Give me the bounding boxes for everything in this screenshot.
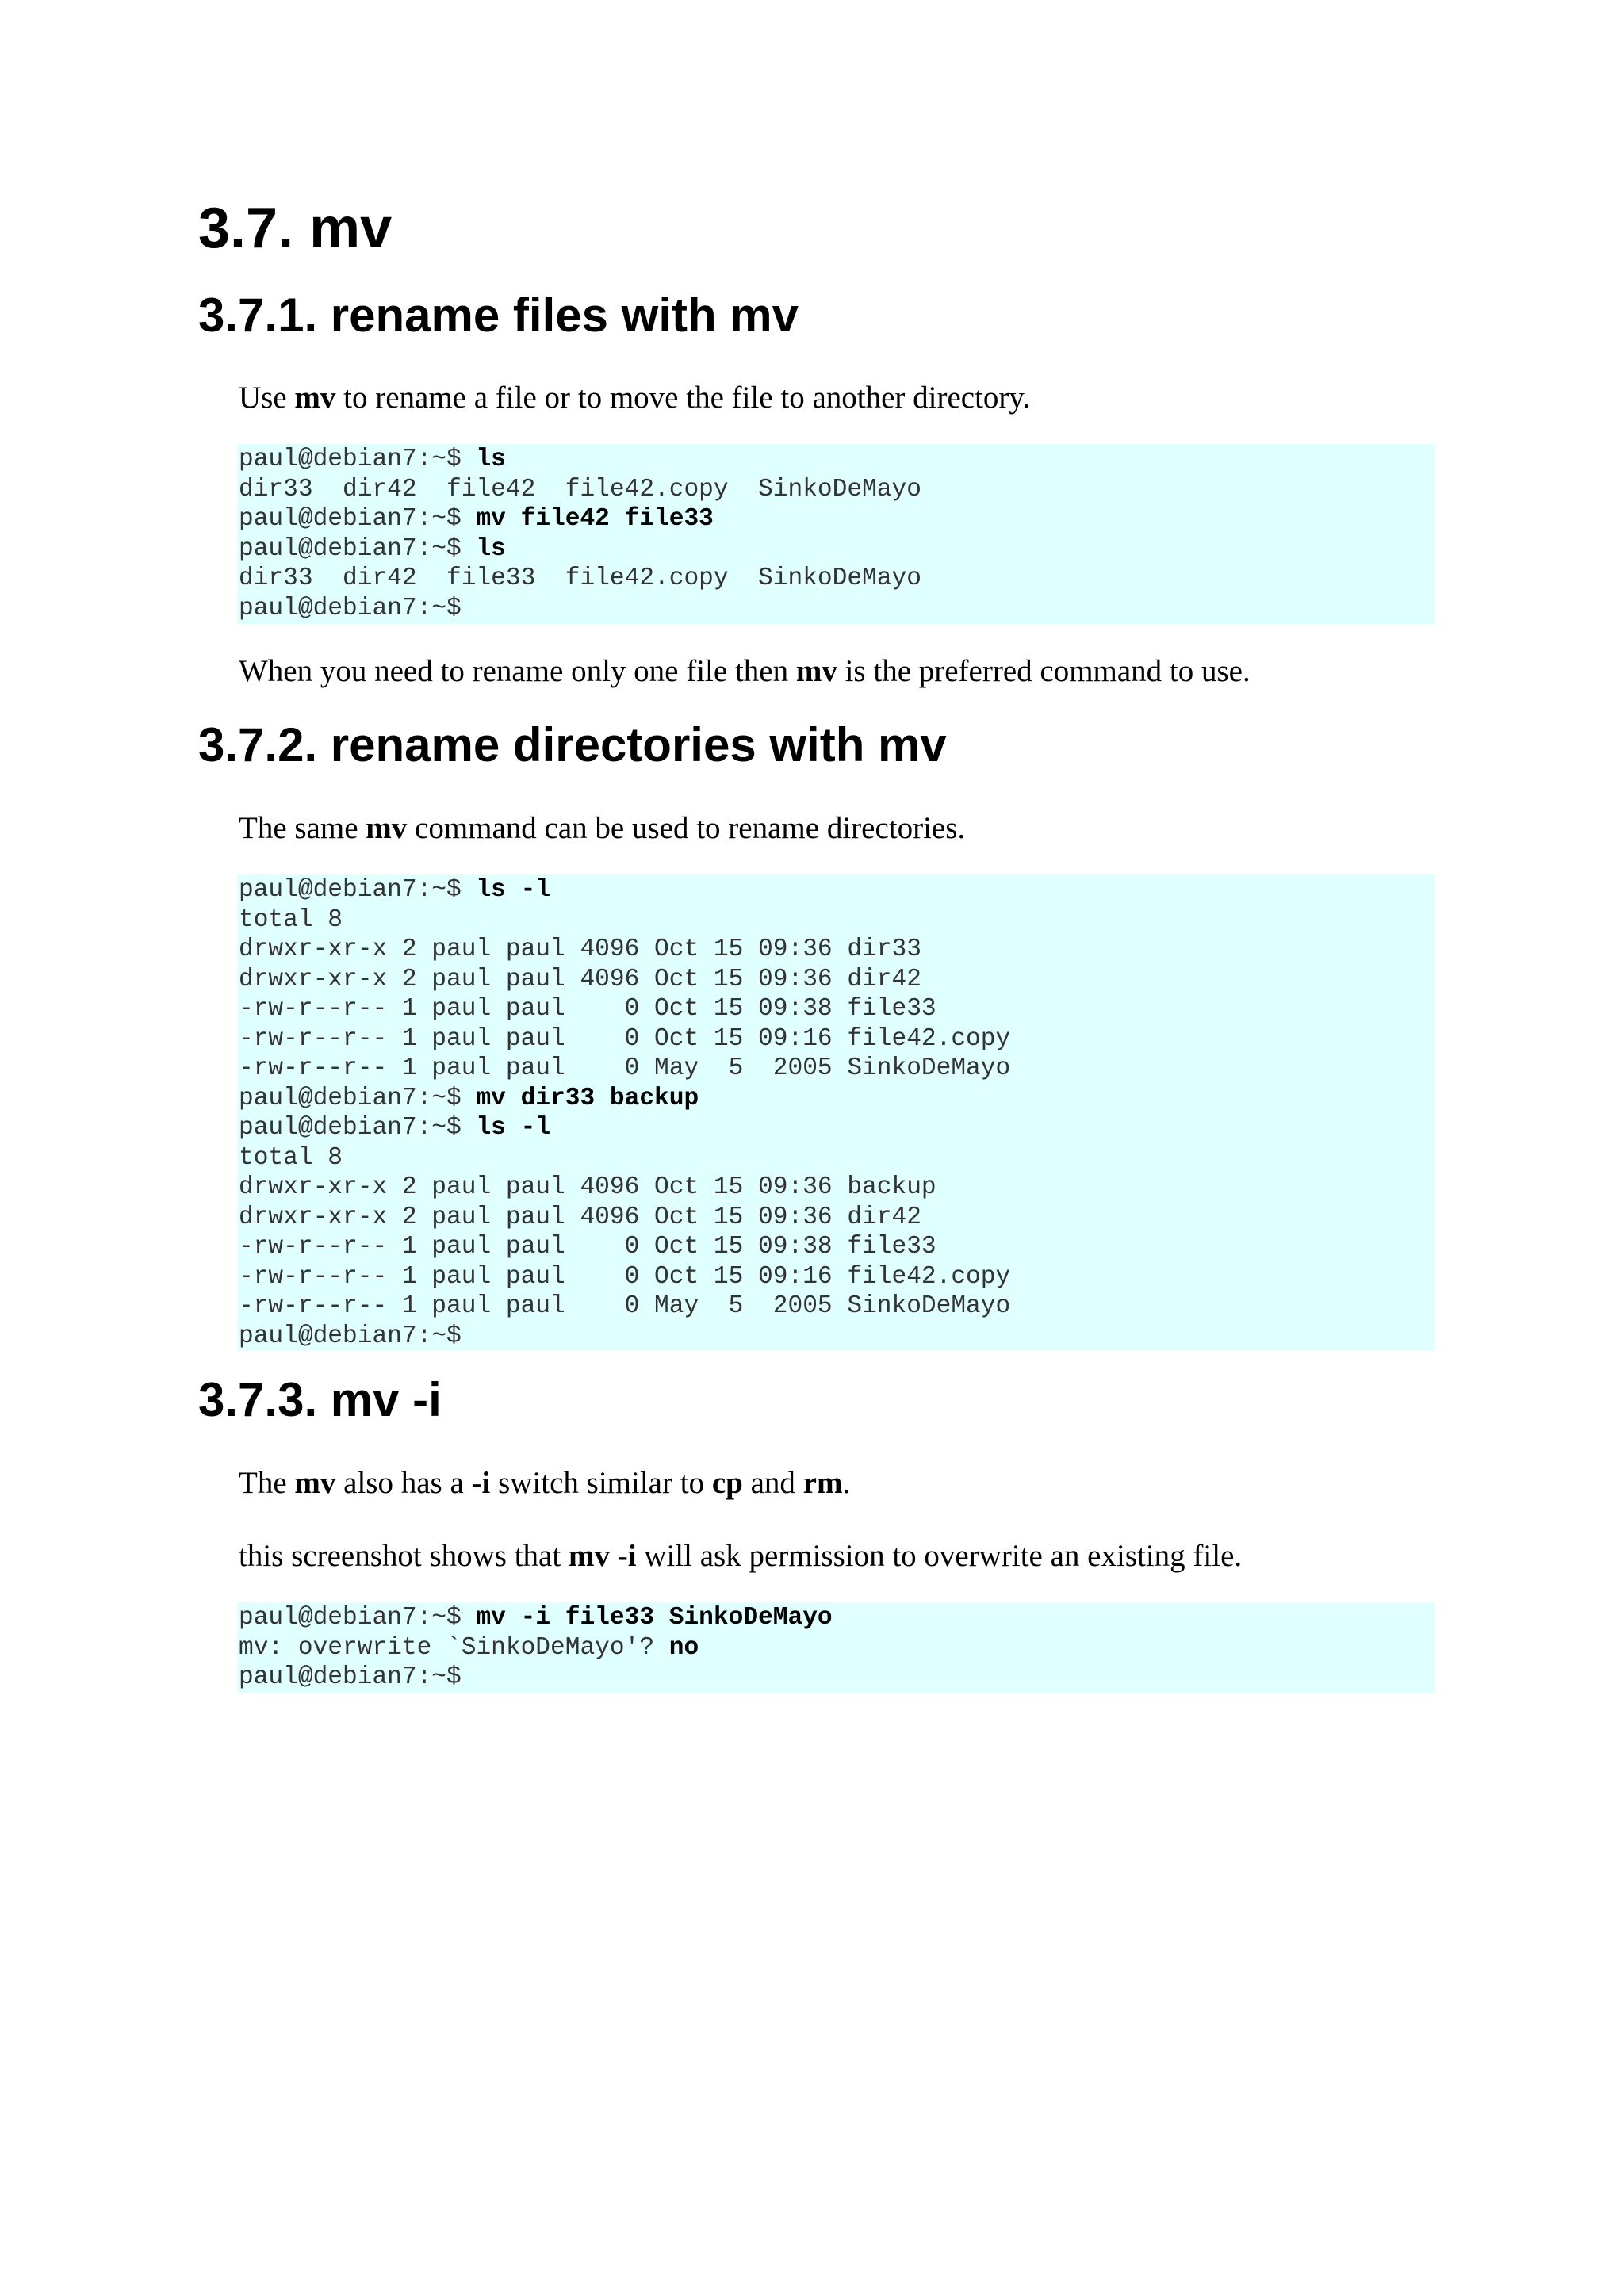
terminal-prompt: paul@debian7:~$ (239, 1663, 462, 1691)
terminal-command: mv dir33 backup (476, 1084, 699, 1112)
subsection-title-rename-files: 3.7.1. rename files with mv (198, 289, 799, 342)
terminal-line (239, 1113, 1435, 1143)
subsection-title-rename-directories: 3.7.2. rename directories with mv (198, 718, 947, 771)
terminal-prompt: paul@debian7:~$ (239, 1084, 477, 1112)
terminal-line (239, 504, 1435, 534)
terminal-line (239, 1663, 1435, 1693)
terminal-prompt: paul@debian7:~$ (239, 1114, 477, 1142)
terminal-line (239, 1143, 1435, 1173)
terminal-output: total 8 (239, 905, 343, 934)
terminal-line (239, 1232, 1435, 1262)
terminal-output: -rw-r--r-- 1 paul paul 0 May 5 2005 SinkoDeMayo (239, 1292, 1011, 1320)
terminal-block-mv-i (237, 1602, 1435, 1693)
terminal-block-rename-files (237, 444, 1435, 624)
terminal-line (239, 564, 1435, 594)
paragraph-mv-i-screenshot: this screenshot shows that mv -i will ask permission to overwrite an existing file. (239, 1539, 1243, 1573)
terminal-output: -rw-r--r-- 1 paul paul 0 Oct 15 09:38 file33 (239, 995, 936, 1023)
terminal-line (239, 1633, 1435, 1663)
paragraph-mv-i-switch: The mv also has a -i switch similar to cp and rm. (239, 1466, 851, 1500)
terminal-prompt: paul@debian7:~$ (239, 505, 477, 533)
terminal-command: ls -l (476, 1114, 551, 1142)
terminal-line (239, 994, 1435, 1024)
terminal-line (239, 875, 1435, 905)
terminal-line (239, 1203, 1435, 1233)
terminal-command: mv file42 file33 (476, 505, 714, 533)
terminal-output: dir33 dir42 file33 file42.copy SinkoDeMayo (239, 564, 921, 592)
terminal-line (239, 594, 1435, 624)
terminal-line (239, 965, 1435, 995)
terminal-output: drwxr-xr-x 2 paul paul 4096 Oct 15 09:36 dir33 (239, 936, 921, 963)
terminal-prompt: paul@debian7:~$ (239, 446, 477, 473)
paragraph-rename-files-outro: When you need to rename only one file then mv is the preferred command to use. (239, 654, 1251, 688)
section-title: 3.7. mv (198, 197, 393, 260)
paragraph-rename-files-intro: Use mv to rename a file or to move the file to another directory. (239, 381, 1031, 415)
terminal-output: -rw-r--r-- 1 paul paul 0 Oct 15 09:38 file33 (239, 1233, 936, 1261)
terminal-line (239, 1173, 1435, 1203)
terminal-prompt: paul@debian7:~$ (239, 1322, 462, 1350)
terminal-output: drwxr-xr-x 2 paul paul 4096 Oct 15 09:36 dir42 (239, 965, 921, 993)
terminal-line (239, 935, 1435, 965)
terminal-command: ls -l (476, 876, 551, 904)
terminal-prompt: paul@debian7:~$ (239, 534, 477, 563)
terminal-output: drwxr-xr-x 2 paul paul 4096 Oct 15 09:36 backup (239, 1173, 936, 1201)
terminal-line (239, 1054, 1435, 1084)
terminal-output: mv: overwrite `SinkoDeMayo'? (239, 1633, 669, 1662)
terminal-command: ls (476, 446, 506, 473)
terminal-line (239, 534, 1435, 564)
terminal-output: -rw-r--r-- 1 paul paul 0 Oct 15 09:16 file42.copy (239, 1024, 1011, 1053)
terminal-line (239, 445, 1435, 475)
terminal-line (239, 1024, 1435, 1054)
terminal-line (239, 905, 1435, 936)
subsection-title-mv-i: 3.7.3. mv -i (198, 1373, 442, 1426)
terminal-line (239, 475, 1435, 505)
terminal-output: dir33 dir42 file42 file42.copy SinkoDeMayo (239, 475, 921, 503)
terminal-prompt: paul@debian7:~$ (239, 594, 462, 622)
terminal-prompt: paul@debian7:~$ (239, 876, 477, 904)
terminal-command: mv -i file33 SinkoDeMayo (476, 1604, 833, 1632)
terminal-line (239, 1603, 1435, 1633)
terminal-line (239, 1322, 1435, 1352)
terminal-output: total 8 (239, 1143, 343, 1172)
terminal-prompt: paul@debian7:~$ (239, 1604, 477, 1632)
paragraph-rename-directories-intro: The same mv command can be used to rename directories. (239, 811, 966, 845)
terminal-line (239, 1262, 1435, 1292)
terminal-block-rename-directories (237, 874, 1435, 1351)
terminal-command: ls (476, 534, 506, 563)
terminal-command: no (668, 1633, 699, 1662)
terminal-output: -rw-r--r-- 1 paul paul 0 Oct 15 09:16 file42.copy (239, 1262, 1011, 1291)
terminal-output: drwxr-xr-x 2 paul paul 4096 Oct 15 09:36 dir42 (239, 1203, 921, 1231)
terminal-line (239, 1084, 1435, 1114)
terminal-output: -rw-r--r-- 1 paul paul 0 May 5 2005 SinkoDeMayo (239, 1054, 1011, 1082)
terminal-line (239, 1292, 1435, 1322)
